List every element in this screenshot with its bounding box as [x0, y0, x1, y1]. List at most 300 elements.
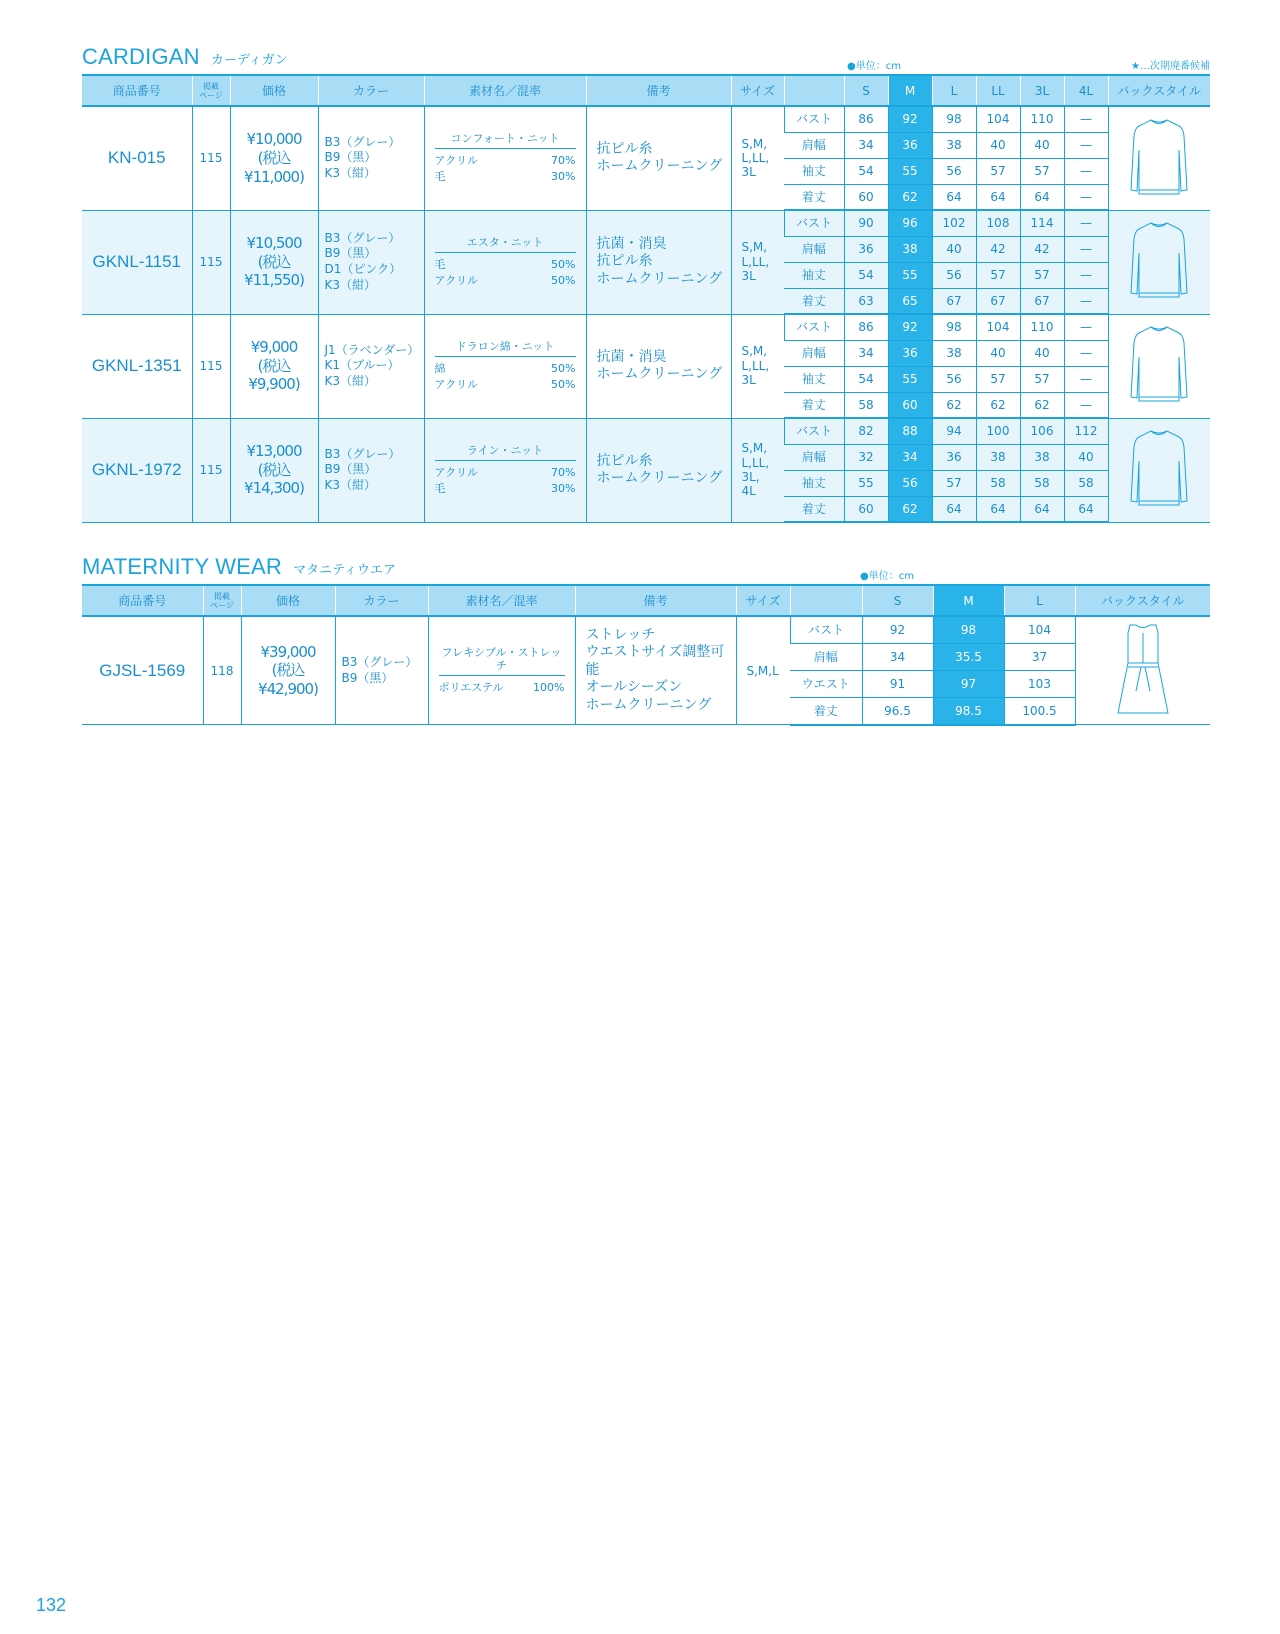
cardigan-back-icon [1127, 396, 1191, 410]
table-header-row [82, 75, 1210, 106]
header-color: カラー [318, 75, 424, 106]
measurement-label: 着丈 [784, 496, 844, 522]
material-composition [435, 169, 576, 184]
fiber-percent: 50% [551, 377, 576, 391]
maternity-table [82, 584, 1210, 726]
measurement-label: 着丈 [784, 288, 844, 314]
section-title-ja: マタニティウエア [293, 563, 397, 578]
size-line: 3L [741, 165, 756, 180]
measurement-value: 62 [888, 496, 932, 522]
price-tax-included: (税込 ¥9,900) [248, 356, 300, 394]
size-line: 3L [741, 373, 756, 388]
material-composition [435, 257, 576, 272]
measurement-value: 56 [932, 158, 976, 184]
header-price: 価格 [241, 585, 335, 616]
catalog-page: 115 [192, 418, 230, 522]
measurement-value: 55 [888, 158, 932, 184]
size-line: S,M,L [746, 663, 779, 678]
measurement-value: 104 [976, 106, 1020, 132]
measurement-value: 88 [888, 418, 932, 444]
measurement-value: — [1064, 236, 1108, 262]
price-cell [230, 418, 318, 522]
measurement-value: 40 [1020, 340, 1064, 366]
price-tax-included: (税込 ¥11,550) [244, 252, 304, 290]
available-sizes [731, 418, 784, 522]
measurement-label: 着丈 [784, 184, 844, 210]
measurement-value: — [1064, 314, 1108, 340]
measurement-value: 106 [1020, 418, 1064, 444]
discontinued-legend: ★…次期廃番候補 [1131, 61, 1210, 72]
measurement-value: 56 [888, 470, 932, 496]
measurement-value: 64 [1020, 496, 1064, 522]
header-price: 価格 [230, 75, 318, 106]
measurement-value: 63 [844, 288, 888, 314]
price: ¥9,000 [250, 337, 298, 356]
measurement-value: 57 [976, 366, 1020, 392]
measurement-value: 42 [1020, 236, 1064, 262]
header-size-4l: 4L [1064, 75, 1108, 106]
catalog-page: 115 [192, 106, 230, 210]
measurement-value: 92 [888, 106, 932, 132]
header-measure [784, 75, 844, 106]
measurement-value: 108 [976, 210, 1020, 236]
fiber-percent: 50% [551, 362, 576, 376]
measurement-value: 103 [1004, 670, 1075, 697]
measurement-value: 90 [844, 210, 888, 236]
product-code: GKNL-1972 [82, 418, 192, 522]
measurement-value: — [1064, 288, 1108, 314]
price-cell [230, 106, 318, 210]
fiber-percent: 50% [551, 258, 576, 272]
header-measure [790, 585, 862, 616]
catalog-page: 115 [192, 314, 230, 418]
measurement-value: 38 [1020, 444, 1064, 470]
color-option: K1（ブルー） [324, 358, 400, 373]
color-list [318, 210, 424, 314]
header-page: 掲載 ページ [203, 585, 241, 616]
color-option: K3（紺） [324, 277, 377, 292]
header-size-m: M [933, 585, 1004, 616]
material-cell [424, 106, 586, 210]
section-title [82, 44, 288, 70]
measurement-value: 94 [932, 418, 976, 444]
table-row [82, 616, 1210, 643]
measurement-value: 86 [844, 314, 888, 340]
cardigan-heading [82, 44, 1210, 74]
price-cell [241, 616, 335, 725]
color-list [318, 418, 424, 522]
material-name: エスタ・ニット [435, 236, 576, 253]
catalog-page: 118 [203, 616, 241, 725]
measurement-value: 98 [932, 106, 976, 132]
measurement-value: 86 [844, 106, 888, 132]
measurement-value: 64 [932, 184, 976, 210]
measurement-value: 36 [888, 340, 932, 366]
color-option: B3（グレー） [324, 446, 401, 461]
measurement-value: 38 [888, 236, 932, 262]
measurement-value: — [1064, 132, 1108, 158]
size-line: 4L [741, 484, 756, 499]
measurement-value: 64 [1020, 184, 1064, 210]
material-composition [435, 153, 576, 168]
measurement-label: 袖丈 [784, 366, 844, 392]
measurement-value: 57 [976, 158, 1020, 184]
maternity-dress-back-icon [1108, 706, 1178, 720]
measurement-value: 58 [844, 392, 888, 418]
unit-note: ●単位：cm [860, 571, 914, 582]
material-cell [424, 314, 586, 418]
size-line: L,LL, [741, 151, 770, 166]
measurement-value: 55 [844, 470, 888, 496]
size-line: 3L [741, 269, 756, 284]
header-back-style: バックスタイル [1075, 585, 1210, 616]
measurement-value: 58 [1064, 470, 1108, 496]
measurement-value: 92 [862, 616, 933, 643]
measurement-value: 98 [933, 616, 1004, 643]
measurement-value: 38 [932, 340, 976, 366]
measurement-label: バスト [784, 210, 844, 236]
fiber-name: 毛 [434, 481, 446, 495]
measurement-value: — [1064, 366, 1108, 392]
measurement-label: バスト [784, 106, 844, 132]
back-style-cell [1075, 616, 1210, 725]
measurement-value: 102 [932, 210, 976, 236]
notes-cell [586, 314, 731, 418]
feature-note: 抗ピル糸 [596, 253, 653, 270]
color-option: B9（黒） [324, 462, 377, 477]
price-tax-included: (税込 ¥11,000) [244, 148, 304, 186]
material-composition [439, 680, 565, 695]
material-name: フレキシブル・ストレッチ [439, 646, 565, 676]
material-name: ライン・ニット [435, 444, 576, 461]
fiber-percent: 100% [533, 681, 565, 695]
measurement-value: 96.5 [862, 698, 933, 725]
header-size-3l: 3L [1020, 75, 1064, 106]
measurement-value: 104 [1004, 616, 1075, 643]
material-cell [424, 210, 586, 314]
unit-note: ●単位：cm [847, 61, 901, 72]
measurement-label: 肩幅 [790, 643, 862, 670]
measurement-value: — [1064, 392, 1108, 418]
measurement-value: 37 [1004, 643, 1075, 670]
measurement-value: 62 [888, 184, 932, 210]
header-size-m: M [888, 75, 932, 106]
cardigan-table [82, 74, 1210, 523]
measurement-value: 97 [933, 670, 1004, 697]
section-title-en: CARDIGAN [82, 44, 200, 69]
measurement-value: 40 [976, 132, 1020, 158]
measurement-value: 57 [932, 470, 976, 496]
measurement-value: 36 [888, 132, 932, 158]
header-size-l: L [932, 75, 976, 106]
color-option: B9（黒） [341, 670, 394, 685]
measurement-label: ウエスト [790, 670, 862, 697]
color-list [318, 106, 424, 210]
measurement-value: 54 [844, 158, 888, 184]
feature-note: ホームクリーニング [596, 470, 723, 486]
product-code: GKNL-1151 [82, 210, 192, 314]
fiber-percent: 30% [551, 169, 576, 183]
measurement-value: 110 [1020, 106, 1064, 132]
measurement-value: — [1064, 210, 1108, 236]
measurement-value: — [1064, 106, 1108, 132]
available-sizes [731, 314, 784, 418]
measurement-value: 34 [844, 340, 888, 366]
fiber-name: 綿 [434, 362, 446, 376]
measurement-value: 64 [1064, 496, 1108, 522]
measurement-value: 40 [976, 340, 1020, 366]
feature-note: ストレッチ [585, 626, 656, 643]
price-tax-included: (税込 ¥42,900) [258, 661, 318, 699]
size-line: 3L, [741, 470, 760, 484]
color-option: J1（ラベンダー） [324, 342, 420, 357]
price: ¥10,500 [246, 233, 302, 252]
back-style-cell [1108, 106, 1210, 210]
header-back-style: バックスタイル [1108, 75, 1210, 106]
measurement-label: 袖丈 [784, 158, 844, 184]
feature-note: ホームクリーニング [596, 366, 723, 382]
header-notes: 備考 [575, 585, 736, 616]
available-sizes [736, 616, 790, 725]
section-title-en: MATERNITY WEAR [82, 554, 282, 579]
header-material: 素材名／混率 [424, 75, 586, 106]
fiber-percent: 70% [551, 154, 576, 168]
catalog-page: 115 [192, 210, 230, 314]
product-code: GKNL-1351 [82, 314, 192, 418]
maternity-section [82, 554, 1210, 726]
header-code: 商品番号 [82, 585, 203, 616]
maternity-heading [82, 554, 1210, 584]
notes-cell [575, 616, 736, 725]
measurement-value: 67 [932, 288, 976, 314]
product-code: KN-015 [82, 106, 192, 210]
measurement-value: 112 [1064, 418, 1108, 444]
feature-note: ウエストサイズ調整可能 [585, 644, 725, 678]
measurement-value: 62 [1020, 392, 1064, 418]
measurement-value: 64 [932, 496, 976, 522]
product-code: GJSL-1569 [82, 616, 203, 725]
back-style-cell [1108, 210, 1210, 314]
table-row [82, 210, 1210, 236]
color-list [335, 616, 428, 725]
price-cell [230, 314, 318, 418]
measurement-value: 55 [888, 366, 932, 392]
measurement-value: 32 [844, 444, 888, 470]
color-option: B3（グレー） [341, 655, 418, 670]
size-line: S,M, [741, 240, 768, 255]
fiber-name: アクリル [434, 466, 479, 480]
price: ¥10,000 [246, 130, 302, 149]
size-line: L,LL, [741, 254, 770, 269]
fiber-percent: 30% [551, 481, 576, 495]
measurement-value: 57 [976, 262, 1020, 288]
measurement-value: 38 [932, 132, 976, 158]
color-option: K3（紺） [324, 166, 377, 181]
measurement-value: 38 [976, 444, 1020, 470]
available-sizes [731, 210, 784, 314]
measurement-value: 58 [1020, 470, 1064, 496]
cardigan-back-icon [1127, 292, 1191, 306]
measurement-value: 62 [976, 392, 1020, 418]
measurement-value: 65 [888, 288, 932, 314]
material-cell [428, 616, 575, 725]
measurement-value: 57 [1020, 158, 1064, 184]
size-line: L,LL, [741, 455, 770, 470]
size-line: S,M, [741, 136, 768, 151]
header-size-l: L [1004, 585, 1075, 616]
back-style-cell [1108, 314, 1210, 418]
measurement-value: 42 [976, 236, 1020, 262]
measurement-value: 57 [1020, 366, 1064, 392]
header-size-s: S [862, 585, 933, 616]
measurement-label: バスト [790, 616, 862, 643]
measurement-value: 64 [976, 184, 1020, 210]
measurement-value: 35.5 [933, 643, 1004, 670]
size-line: S,M, [741, 344, 768, 359]
cardigan-back-icon [1127, 189, 1191, 203]
material-composition [435, 481, 576, 496]
measurement-value: 60 [844, 496, 888, 522]
material-composition [435, 377, 576, 392]
measurement-label: 袖丈 [784, 262, 844, 288]
measurement-value: 96 [888, 210, 932, 236]
color-option: B3（グレー） [324, 230, 401, 245]
table-row [82, 106, 1210, 132]
measurement-label: バスト [784, 418, 844, 444]
notes-cell [586, 210, 731, 314]
color-option: B3（グレー） [324, 134, 401, 149]
material-name: コンフォート・ニット [435, 132, 576, 149]
material-name: ドラロン綿・ニット [435, 340, 576, 357]
material-cell [424, 418, 586, 522]
table-row [82, 314, 1210, 340]
measurement-value: 114 [1020, 210, 1064, 236]
size-line: S,M, [741, 441, 768, 456]
measurement-value: 92 [888, 314, 932, 340]
measurement-value: 104 [976, 314, 1020, 340]
section-title-ja: カーディガン [210, 53, 288, 68]
measurement-value: 36 [844, 236, 888, 262]
feature-note: オールシーズン [585, 679, 683, 696]
fiber-name: アクリル [434, 154, 479, 168]
page-number: 132 [36, 1595, 67, 1615]
fiber-percent: 70% [551, 466, 576, 480]
measurement-value: 64 [976, 496, 1020, 522]
feature-note: ホームクリーニング [596, 270, 723, 287]
feature-note: 抗ピル糸 [596, 140, 653, 157]
measurement-value: 56 [932, 366, 976, 392]
measurement-value: 54 [844, 366, 888, 392]
section-title [82, 554, 396, 580]
measurement-label: バスト [784, 314, 844, 340]
measurement-value: 57 [1020, 262, 1064, 288]
measurement-value: 91 [862, 670, 933, 697]
measurement-value: 60 [844, 184, 888, 210]
color-list [318, 314, 424, 418]
measurement-value: 34 [888, 444, 932, 470]
measurement-value: 34 [862, 643, 933, 670]
header-color: カラー [335, 585, 428, 616]
measurement-value: 100.5 [1004, 698, 1075, 725]
feature-note: 抗菌・消臭 [596, 235, 667, 252]
cardigan-back-icon [1127, 500, 1191, 514]
measurement-value: 67 [1020, 288, 1064, 314]
measurement-value: 62 [932, 392, 976, 418]
feature-note: 抗ピル糸 [596, 452, 653, 469]
header-code: 商品番号 [82, 75, 192, 106]
header-material: 素材名／混率 [428, 585, 575, 616]
color-option: D1（ピンク） [324, 262, 402, 276]
available-sizes [731, 106, 784, 210]
feature-note: ホームクリーニング [596, 158, 723, 175]
table-header-row [82, 585, 1210, 616]
measurement-value: 60 [888, 392, 932, 418]
feature-note: ホームクリーニング [585, 696, 712, 713]
measurement-label: 着丈 [784, 392, 844, 418]
price-cell [230, 210, 318, 314]
fiber-name: ポリエステル [438, 681, 504, 695]
measurement-value: 58 [976, 470, 1020, 496]
measurement-value: 40 [1020, 132, 1064, 158]
fiber-name: 毛 [434, 169, 446, 183]
header-size-s: S [844, 75, 888, 106]
measurement-value: 40 [1064, 444, 1108, 470]
color-option: B9（黒） [324, 150, 377, 165]
material-composition [435, 465, 576, 480]
header-size: サイズ [731, 75, 784, 106]
header-notes: 備考 [586, 75, 731, 106]
measurement-value: 36 [932, 444, 976, 470]
measurement-value: — [1064, 184, 1108, 210]
price: ¥13,000 [246, 441, 302, 460]
table-row [82, 418, 1210, 444]
notes-cell [586, 106, 731, 210]
header-size: サイズ [736, 585, 790, 616]
fiber-name: アクリル [434, 377, 479, 391]
measurement-value: — [1064, 158, 1108, 184]
measurement-value: 110 [1020, 314, 1064, 340]
material-composition [435, 361, 576, 376]
header-page: 掲載 ページ [192, 75, 230, 106]
measurement-label: 肩幅 [784, 340, 844, 366]
back-style-cell [1108, 418, 1210, 522]
material-composition [435, 273, 576, 288]
measurement-value: 40 [932, 236, 976, 262]
size-line: L,LL, [741, 358, 770, 373]
measurement-value: — [1064, 262, 1108, 288]
measurement-label: 肩幅 [784, 132, 844, 158]
cardigan-section [82, 44, 1210, 523]
measurement-value: 98.5 [933, 698, 1004, 725]
color-option: B9（黒） [324, 246, 377, 261]
color-option: K3（紺） [324, 477, 377, 492]
measurement-label: 着丈 [790, 698, 862, 725]
header-size-ll: LL [976, 75, 1020, 106]
fiber-name: 毛 [434, 258, 446, 272]
measurement-value: 82 [844, 418, 888, 444]
measurement-label: 肩幅 [784, 444, 844, 470]
price: ¥39,000 [260, 642, 316, 661]
fiber-name: アクリル [434, 273, 479, 287]
measurement-value: — [1064, 340, 1108, 366]
price-tax-included: (税込 ¥14,300) [244, 460, 304, 498]
measurement-value: 34 [844, 132, 888, 158]
measurement-value: 67 [976, 288, 1020, 314]
measurement-value: 98 [932, 314, 976, 340]
measurement-value: 55 [888, 262, 932, 288]
measurement-value: 54 [844, 262, 888, 288]
measurement-label: 袖丈 [784, 470, 844, 496]
